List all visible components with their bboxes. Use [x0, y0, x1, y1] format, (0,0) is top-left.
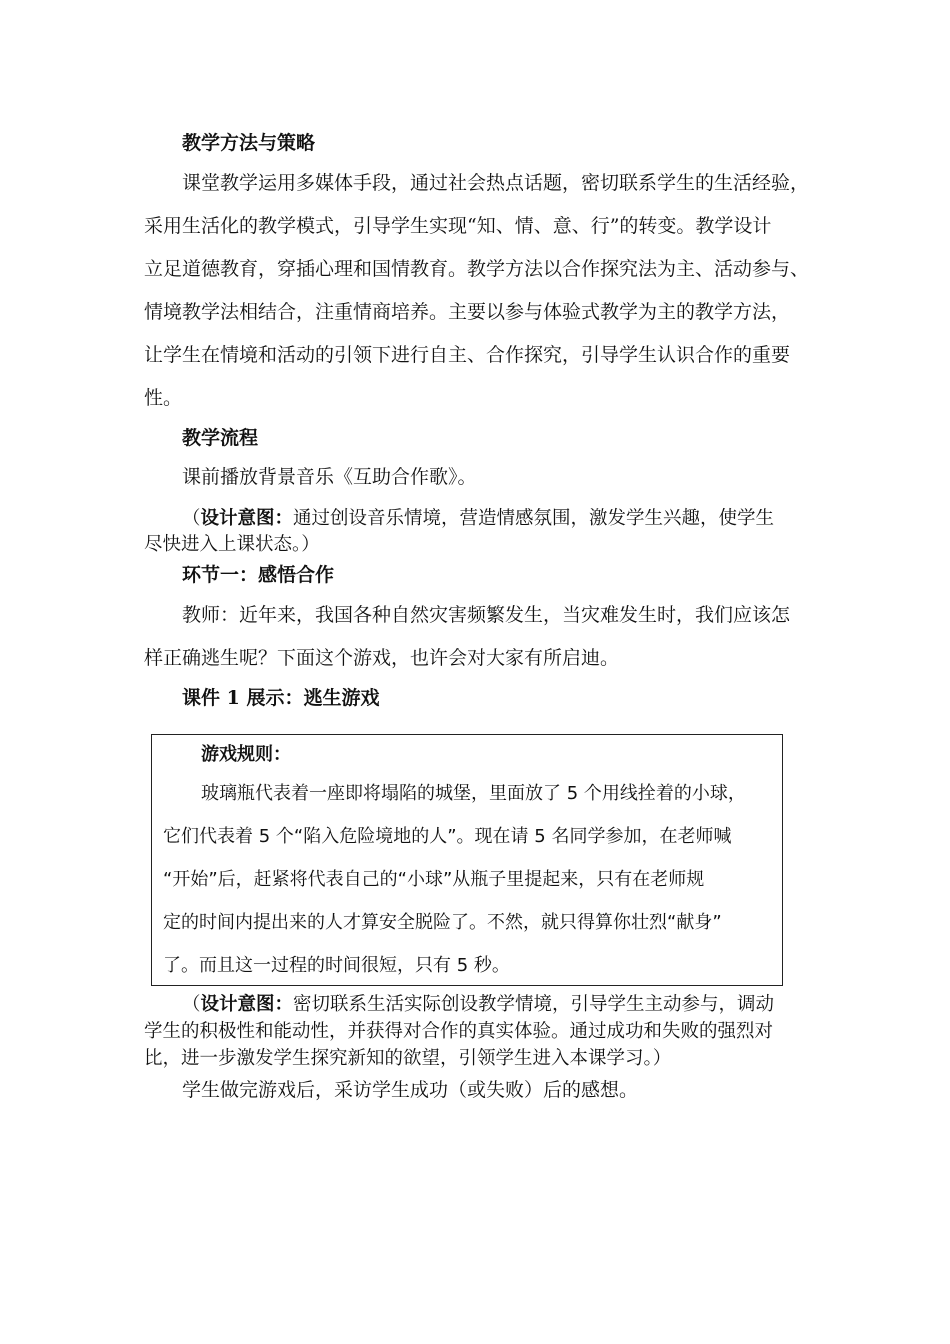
- note-text: 通过创设音乐情境，营造情感氛围，激发学生兴趣，使学生: [293, 508, 775, 529]
- paragraph-line: 教师：近年来，我国各种自然灾害频繁发生，当灾难发生时，我们应该怎: [182, 604, 791, 626]
- paragraph-line: 课堂教学运用多媒体手段，通过社会热点话题，密切联系学生的生活经验，: [182, 172, 810, 194]
- design-intent-note: [182, 507, 774, 531]
- paragraph-line: 立足道德教育，穿插心理和国情教育。教学方法以合作探究法为主、活动参与、: [144, 258, 810, 280]
- design-intent-label: 设计意图：: [200, 508, 294, 529]
- paren-open: （: [182, 994, 201, 1015]
- rules-line: “开始”后，赶紧将代表自己的“小球”从瓶子里提起来，只有在老师规: [163, 869, 705, 890]
- rules-line: 定的时间内提出来的人才算安全脱险了。不然，就只得算你壮烈“献身”: [163, 912, 722, 933]
- intro-line: 课前播放背景音乐《互助合作歌》。: [182, 466, 477, 488]
- rules-line: 它们代表着 5 个“陷入危险境地的人”。现在请 5 名同学参加，在老师喊: [163, 826, 732, 847]
- section-heading-methods: 教学方法与策略: [182, 132, 316, 154]
- note-line: 比，进一步激发学生探究新知的欲望，引领学生进入本课学习。）: [144, 1048, 672, 1069]
- courseware-label: 课件 1 展示：逃生游戏: [182, 687, 380, 709]
- paragraph-line: 性。: [144, 387, 183, 409]
- rules-line: 了。而且这一过程的时间很短，只有 5 秒。: [163, 955, 510, 976]
- design-intent-note: [182, 993, 774, 1017]
- paragraph-line: 样正确逃生呢？下面这个游戏，也许会对大家有所启迪。: [144, 647, 620, 669]
- closing-line: 学生做完游戏后，采访学生成功（或失败）后的感想。: [182, 1079, 639, 1101]
- paragraph-line: 采用生活化的教学模式，引导学生实现“知、情、意、行”的转变。教学设计: [144, 215, 772, 237]
- game-rules-box: [151, 734, 783, 986]
- paren-open: （: [182, 508, 201, 529]
- section-heading-step1: 环节一：感悟合作: [182, 564, 335, 586]
- section-heading-process: 教学流程: [182, 427, 259, 449]
- paragraph-line: 让学生在情境和活动的引领下进行自主、合作探究，引导学生认识合作的重要: [144, 344, 791, 366]
- rules-title: 游戏规则：: [201, 744, 291, 765]
- design-intent-label: 设计意图：: [200, 994, 294, 1015]
- paragraph-line: 情境教学法相结合，注重情商培养。主要以参与体验式教学为主的教学方法，: [144, 301, 791, 323]
- note-text: 密切联系生活实际创设教学情境，引导学生主动参与，调动: [293, 994, 775, 1015]
- note-line: 尽快进入上课状态。）: [144, 534, 320, 555]
- rules-line: 玻璃瓶代表着一座即将塌陷的城堡，里面放了 5 个用线拴着的小球，: [201, 783, 746, 804]
- note-line: 学生的积极性和能动性，并获得对合作的真实体验。通过成功和失败的强烈对: [144, 1021, 774, 1042]
